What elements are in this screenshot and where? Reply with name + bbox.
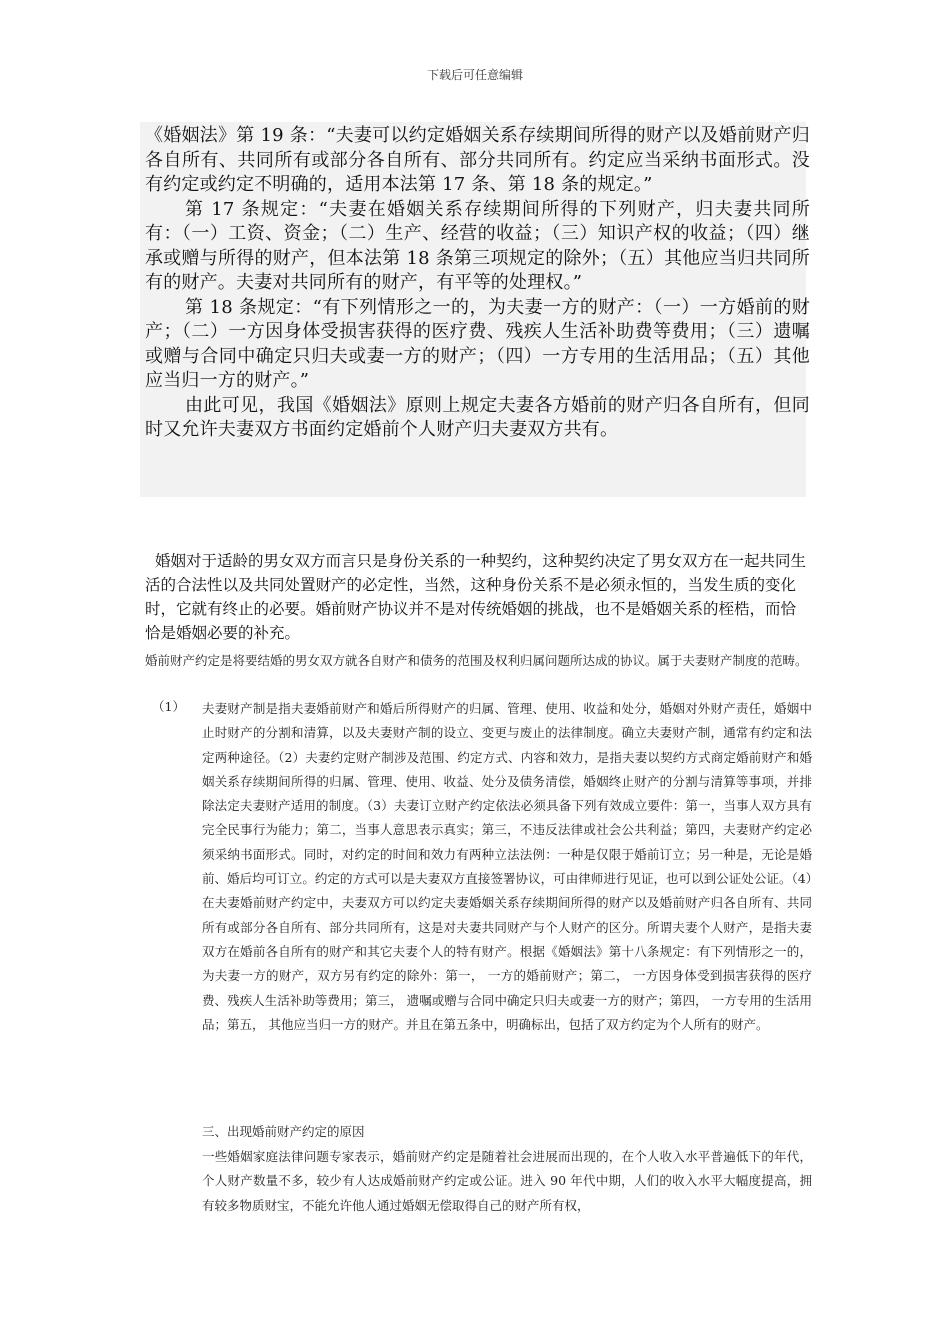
list-item-number: （1）	[152, 699, 185, 714]
law-quote-block	[145, 124, 810, 443]
marriage-contract-block	[145, 549, 810, 645]
page-header: 下载后可任意编辑	[426, 68, 523, 82]
conclusion-paragraph: 由此可见，我国《婚姻法》原则上规定夫妻各方婚前的财产归各自所有，但同时又允许夫妻双方书面约定婚前个人财产归夫妻双方共有。	[145, 394, 810, 440]
article-18-paragraph: 第 18 条规定：“有下列情形之一的，为夫妻一方的财产：（一）一方婚前的财产；（二）一方因身体受损害获得的医疗费、残疾人生活补助费等费用；（三）遗嘱或赠与合同中确定只归夫或妻一方的财产；（四）一方专用的生活用品；（五）其他应当归一方的财产。”	[145, 296, 810, 391]
article-19-paragraph: 《婚姻法》第 19 条：“夫妻可以约定婚姻关系存续期间所得的财产以及婚前财产归各自所有、共同所有或部分各自所有、部分共同所有。约定应当采纳书面形式。没有约定或约定不明确的，适用本法第 17 条、第 18 条的规定。”	[145, 125, 810, 195]
marriage-contract-paragraph: 婚姻对于适龄的男女双方而言只是身份关系的一种契约，这种契约决定了男女双方在一起共同生活的合法性以及共同处置财产的必定性，当然，这种身份关系不是必须永恒的，当发生质的变化时，它就有终止的必要。婚前财产协议并不是对传统婚姻的挑战，也不是婚姻关系的桎梏，而恰恰是婚姻必要的补充。	[145, 552, 807, 642]
section-heading: 三、出现婚前财产约定的原因	[202, 1124, 365, 1139]
article-17-paragraph: 第 17 条规定：“夫妻在婚姻关系存续期间所得的下列财产，归夫妻共同所有：（一）工资、资金；（二）生产、经营的收益；（三）知识产权的收益；（四）继承或赠与所得的财产，但本法第 18 条第三项规定的除外；（五）其他应当归共同所有的财产。夫妻对共同所有的财产，有平等的处理权。”	[145, 198, 810, 293]
reasons-paragraph: 一些婚姻家庭法律问题专家表示，婚前财产约定是随着社会进展而出现的，在个人收入水平普遍低下的年代，个人财产数量不多，较少有人达成婚前财产约定或公证。进入 90 年代中期，人们的收入水平大幅度提高，拥有较多物质财宝，不能允许他人通过婚姻无偿取得自己的财产所有权，	[202, 1149, 812, 1213]
prenup-definition-paragraph: 婚前财产约定是将要结婚的男女双方就各自财产和债务的范围及权利归属问题所达成的协议。属于夫妻财产制度的范畴。	[145, 653, 808, 668]
property-system-list-item: 夫妻财产制是指夫妻婚前财产和婚后所得财产的归属、管理、使用、收益和处分，婚姻对外财产责任，婚姻中止时财产的分割和清算，以及夫妻财产制的设立、变更与废止的法律制度。确立夫妻财产制，通常有约定和法定两种途径。（2）夫妻约定财产制涉及范围、约定方式、内容和效力，是指夫妻以契约方式商定婚前财产和婚姻关系存续期间所得的归属、管理、使用、收益、处分及债务清偿，婚姻终止财产的分割与清算等事项，并排除法定夫妻财产适用的制度。（3）夫妻订立财产约定依法必须具备下列有效成立要件：第一，当事人双方具有完全民事行为能力；第二，当事人意思表示真实；第三，不违反法律或社会公共利益；第四，夫妻财产约定必须采纳书面形式。同时，对约定的时间和效力有两种立法法例：一种是仅限于婚前订立；另一种是，无论是婚前、婚后均可订立。约定的方式可以是夫妻双方直接签署协议，可由律师进行见证，也可以到公证处公证。（4）在夫妻婚前财产约定中，夫妻双方可以约定夫妻婚姻关系存续期间所得的财产以及婚前财产归各自所有、共同所有或部分各自所有、部分共同所有，这是对夫妻共同财产与个人财产的区分。所谓夫妻个人财产，是指夫妻双方在婚前各自所有的财产和其它夫妻个人的特有财产。根据《婚姻法》第十八条规定：有下列情形之一的，为夫妻一方的财产，双方另有约定的除外：第一， 一方的婚前财产；第二， 一方因身体受到损害获得的医疗费、残疾人生活补助等费用；第三， 遗嘱或赠与合同中确定只归夫或妻一方的财产；第四， 一方专用的生活用品；第五， 其他应当归一方的财产。并且在第五条中，明确标出，包括了双方约定为个人所有的财产。	[202, 701, 812, 1032]
